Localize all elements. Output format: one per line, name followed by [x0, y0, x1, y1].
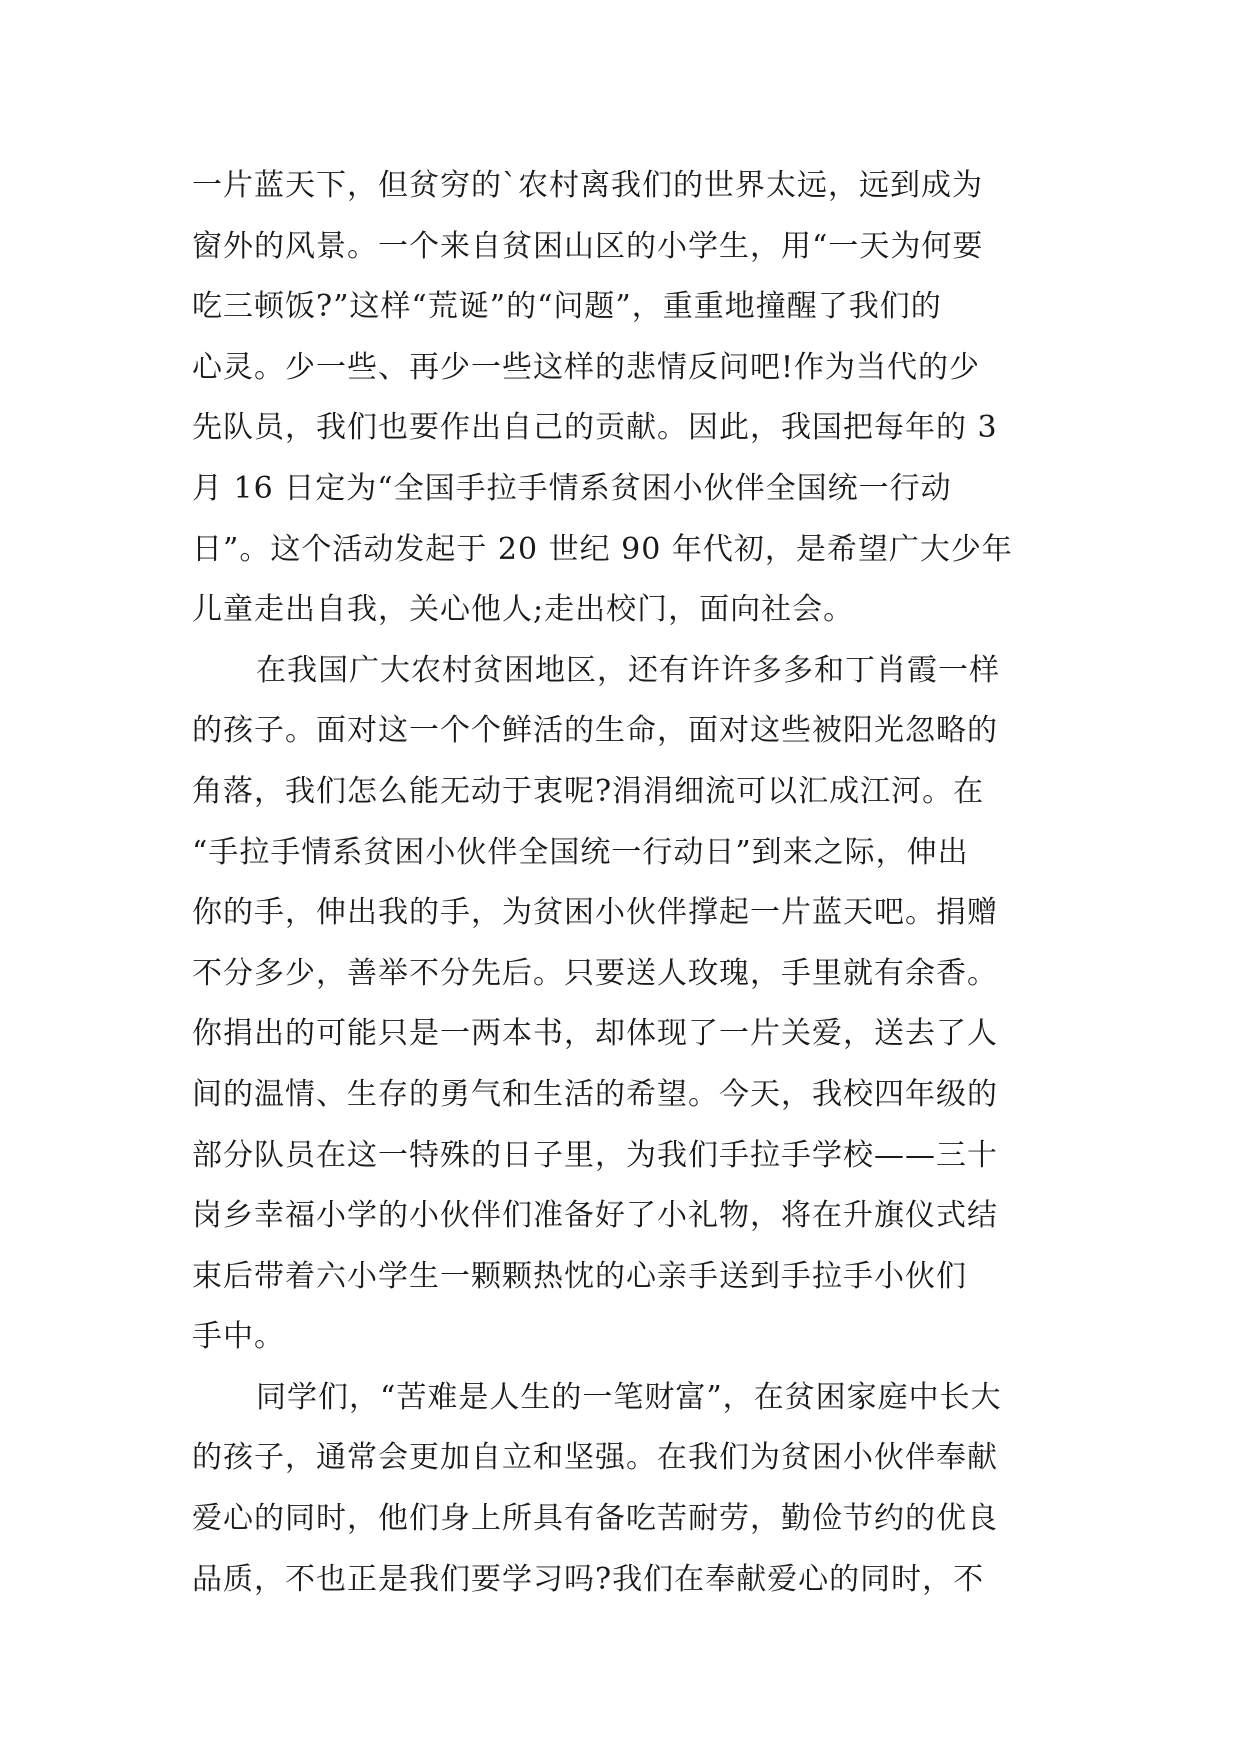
text-line: 爱心的同时，他们身上所具有备吃苦耐劳，勤俭节约的优良 [192, 1501, 998, 1537]
text-line: 日”。这个活动发起于 20 世纪 90 年代初，是希望广大少年 [192, 531, 1013, 567]
text-line: 品质，不也正是我们要学习吗?我们在奉献爱心的同时，不 [192, 1561, 985, 1597]
text-line: 一片蓝天下，但贫穷的`农村离我们的世界太远，远到成为 [192, 168, 983, 203]
text-line: 角落，我们怎么能无动于衷呢?涓涓细流可以汇成江河。在 [192, 773, 985, 809]
text-line: 的孩子。面对这一个个鲜活的生命，面对这些被阳光忽略的 [192, 713, 998, 749]
text-line: 的孩子，通常会更加自立和坚强。在我们为贫困小伙伴奉献 [192, 1440, 998, 1476]
text-line: 同学们，“苦难是人生的一笔财富”，在贫困家庭中长大 [256, 1379, 1002, 1415]
text-line: 先队员，我们也要作出自己的贡献。因此，我国把每年的 3 [192, 410, 998, 446]
text-line: 束后带着六小学生一颗颗热忱的心亲手送到手拉手小伙们 [192, 1258, 967, 1294]
text-line: 吃三顿饭?”这样“荒诞”的“问题”，重重地撞醒了我们的 [192, 289, 942, 325]
text-line: 月 16 日定为“全国手拉手情系贫困小伙伴全国统一行动 [192, 470, 952, 506]
text-line: 你捐出的可能只是一两本书，却体现了一片关爱，送去了人 [192, 1016, 998, 1052]
text-line: 岗乡幸福小学的小伙伴们准备好了小礼物，将在升旗仪式结 [192, 1198, 998, 1234]
text-line: 儿童走出自我，关心他人;走出校门，面向社会。 [192, 592, 855, 628]
text-line: 不分多少，善举不分先后。只要送人玫瑰，手里就有余香。 [192, 955, 998, 991]
text-line: 间的温情、生存的勇气和生活的希望。今天，我校四年级的 [192, 1076, 998, 1112]
body-text [192, 156, 1072, 1610]
text-line: 你的手，伸出我的手，为贫困小伙伴撑起一片蓝天吧。捐赠 [192, 895, 998, 931]
text-line: 窗外的风景。一个来自贫困山区的小学生，用“一天为何要 [192, 228, 984, 264]
text-line: 在我国广大农村贫困地区，还有许许多多和丁肖霞一样 [256, 652, 1000, 688]
text-line: 心灵。少一些、再少一些这样的悲情反问吧!作为当代的少 [192, 349, 981, 385]
text-line: “手拉手情系贫困小伙伴全国统一行动日”到来之际，伸出 [192, 834, 969, 870]
text-line: 手中。 [192, 1319, 285, 1355]
text-line: 部分队员在这一特殊的日子里，为我们手拉手学校——三十 [192, 1137, 998, 1173]
